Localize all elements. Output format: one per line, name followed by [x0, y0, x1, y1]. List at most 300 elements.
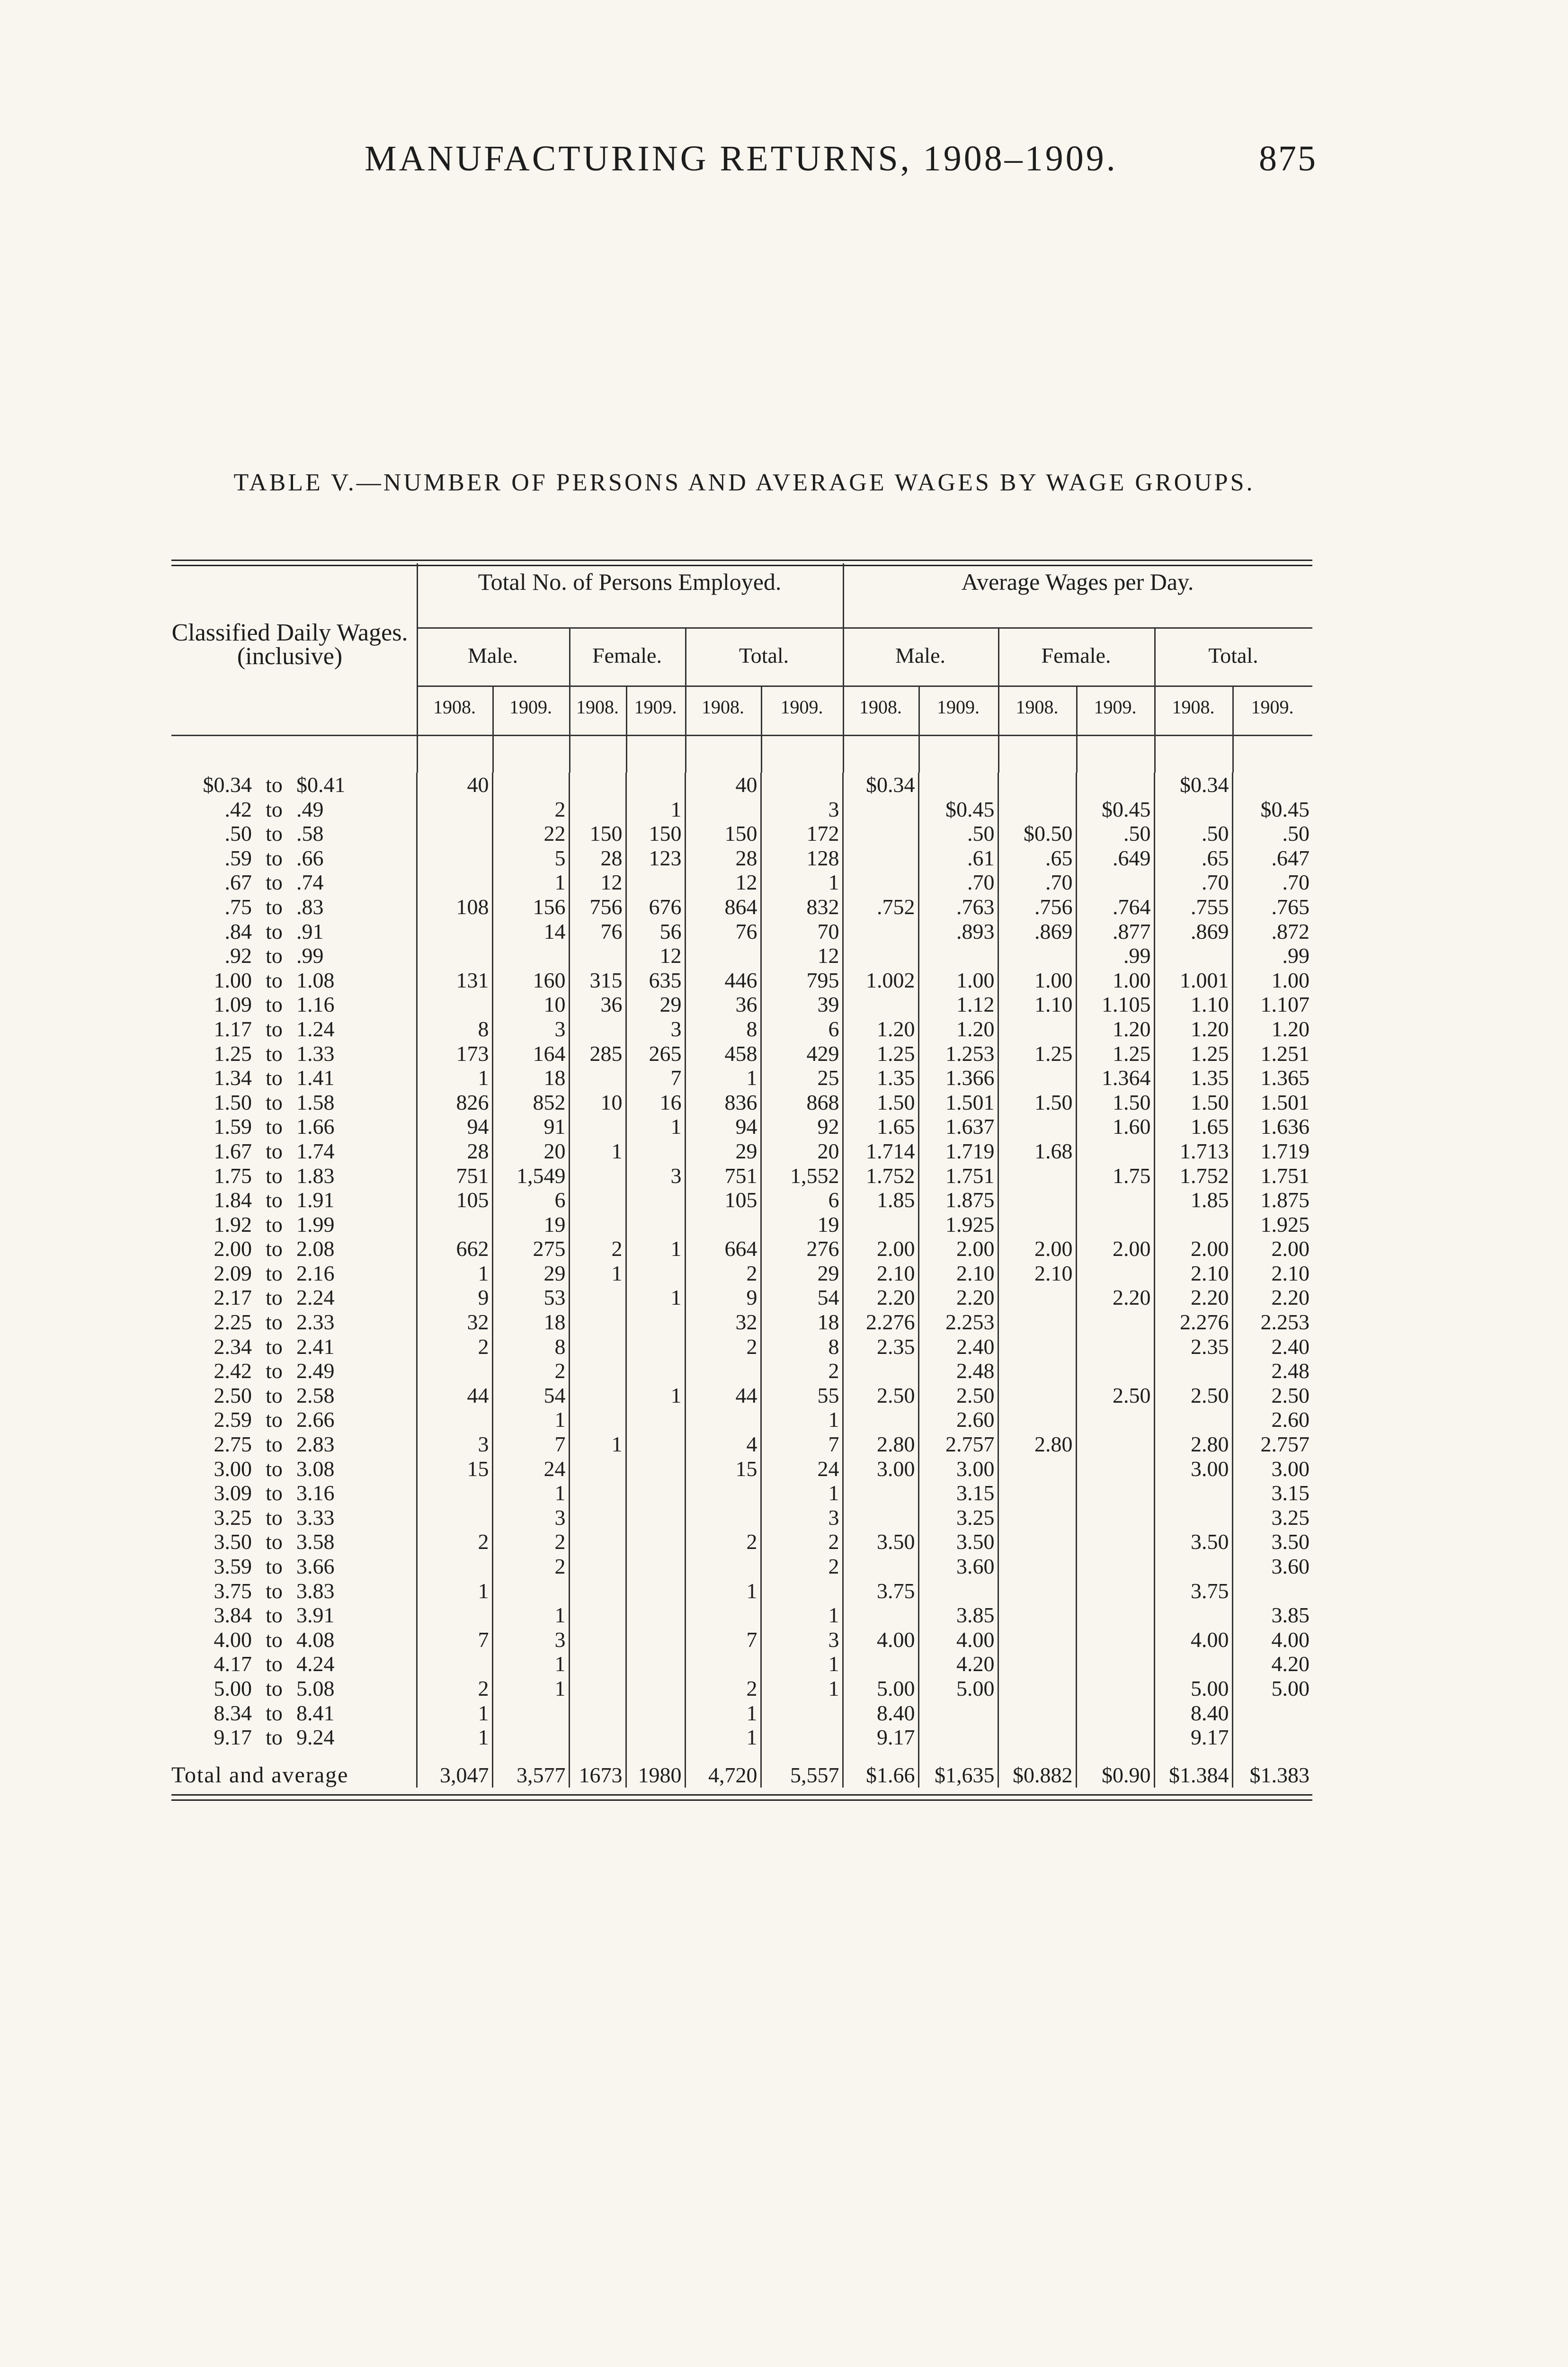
year-header: 1908.: [576, 696, 619, 718]
wage-range-to: to: [266, 1041, 283, 1066]
table-cell: [417, 797, 492, 822]
stub-header: Classified Daily Wages. (inclusive): [171, 619, 408, 670]
table-cell: [1076, 1407, 1154, 1432]
table-cell: 2.80: [998, 1432, 1076, 1457]
wage-range-high: 1.58: [296, 1090, 335, 1114]
wage-range-low: 1.00: [214, 968, 252, 992]
wage-range-high: 2.41: [296, 1334, 335, 1359]
table-cell: [685, 797, 761, 822]
header-bottom-rule: [171, 735, 1312, 736]
table-cell: 2: [761, 1554, 843, 1579]
table-cell: .65: [1154, 846, 1232, 871]
table-cell: [761, 1725, 843, 1750]
table-cell: 2: [685, 1261, 761, 1286]
table-cell: [417, 1359, 492, 1383]
table-cell: 3.50: [1232, 1530, 1312, 1554]
wage-range-low: 2.42: [214, 1359, 252, 1383]
table-cell: 2.757: [918, 1432, 998, 1457]
wage-range-high: 2.16: [296, 1261, 335, 1285]
table-body: [171, 773, 1312, 1788]
wage-groups-table: [171, 773, 1312, 1788]
table-cell: 1.925: [1232, 1212, 1312, 1237]
table-cell: [569, 1481, 626, 1505]
table-cell: 1.20: [843, 1017, 918, 1041]
table-cell: 662: [417, 1237, 492, 1261]
table-cell: [685, 1505, 761, 1530]
table-cell: 8: [417, 1017, 492, 1041]
table-cell: [1154, 797, 1232, 822]
table-cell: [417, 870, 492, 895]
wage-range-to: to: [266, 773, 283, 797]
table-cell: 29: [626, 992, 685, 1017]
wage-range-low: 3.09: [214, 1481, 252, 1505]
table-cell: .50: [1232, 821, 1312, 846]
table-cell: [626, 1676, 685, 1701]
table-cell: [1076, 1310, 1154, 1335]
wage-range-low: .67: [224, 870, 252, 895]
wage-range-to: to: [266, 1310, 283, 1335]
table-cell: 2.50: [1076, 1383, 1154, 1408]
wage-range-to: to: [266, 1188, 283, 1212]
table-cell: 3: [417, 1432, 492, 1457]
table-cell: 3: [492, 1017, 569, 1041]
table-cell: 12: [569, 870, 626, 895]
wage-range-high: 2.33: [296, 1310, 335, 1335]
table-cell: [998, 1505, 1076, 1530]
table-cell: [417, 1603, 492, 1628]
table-cell: 3: [492, 1505, 569, 1530]
table-cell: [1076, 1701, 1154, 1726]
wage-range-high: 2.66: [296, 1407, 335, 1432]
table-cell: [998, 1579, 1076, 1603]
table-cell: 20: [492, 1139, 569, 1164]
table-row: [171, 1114, 1312, 1139]
table-cell: [569, 1725, 626, 1750]
table-cell: 2.253: [1232, 1310, 1312, 1335]
table-cell: .869: [1154, 919, 1232, 944]
table-cell: [685, 1359, 761, 1383]
wage-range-cell: [171, 1237, 417, 1261]
wage-range-cell: [171, 919, 417, 944]
table-cell: 76: [685, 919, 761, 944]
table-cell: [626, 1457, 685, 1481]
table-cell: 446: [685, 968, 761, 993]
wage-range-high: 3.16: [296, 1481, 335, 1505]
table-cell: [761, 1701, 843, 1726]
table-cell: 29: [492, 1261, 569, 1286]
column-rule: [1154, 627, 1156, 773]
table-row: [171, 943, 1312, 968]
table-cell: 4: [685, 1432, 761, 1457]
table-cell: 5.00: [1232, 1676, 1312, 1701]
wage-range-cell: [171, 1530, 417, 1554]
table-cell: [626, 773, 685, 797]
table-cell: 164: [492, 1041, 569, 1066]
wage-range-cell: [171, 895, 417, 919]
table-cell: 25: [761, 1066, 843, 1090]
table-cell: 150: [685, 821, 761, 846]
table-cell: [417, 846, 492, 871]
table-cell: [569, 1407, 626, 1432]
table-cell: 1.875: [1232, 1188, 1312, 1212]
column-rule: [1076, 685, 1078, 773]
table-cell: .65: [998, 846, 1076, 871]
table-cell: 756: [569, 895, 626, 919]
table-cell: [417, 1407, 492, 1432]
group-header-persons: Total No. of Persons Employed.: [478, 569, 782, 595]
wage-range-low: 3.25: [214, 1505, 252, 1530]
table-cell: [626, 1652, 685, 1676]
table-cell: 315: [569, 968, 626, 993]
table-cell: 1.107: [1232, 992, 1312, 1017]
table-cell: 2: [569, 1237, 626, 1261]
table-cell: [998, 1603, 1076, 1628]
table-cell: 4.00: [1232, 1628, 1312, 1652]
wage-range-cell: [171, 1603, 417, 1628]
table-cell: 2.10: [1154, 1261, 1232, 1286]
table-cell: [1154, 943, 1232, 968]
table-cell: [843, 1652, 918, 1676]
table-cell: .872: [1232, 919, 1312, 944]
table-cell: 70: [761, 919, 843, 944]
table-cell: [998, 1652, 1076, 1676]
page-header: [365, 138, 1317, 186]
table-cell: 2.757: [1232, 1432, 1312, 1457]
table-cell: 1.713: [1154, 1139, 1232, 1164]
wage-range-low: 3.00: [214, 1456, 252, 1481]
table-cell: [998, 1310, 1076, 1335]
table-cell: 1.751: [918, 1164, 998, 1188]
wage-range-high: 2.58: [296, 1383, 335, 1407]
table-cell: 1.25: [843, 1041, 918, 1066]
table-cell: [626, 1432, 685, 1457]
table-cell: [1154, 1407, 1232, 1432]
table-cell: 1.12: [918, 992, 998, 1017]
table-cell: [685, 1407, 761, 1432]
wage-range-cell: [171, 1701, 417, 1726]
table-cell: 3.25: [918, 1505, 998, 1530]
table-cell: 826: [417, 1090, 492, 1115]
wage-range-low: 4.17: [214, 1652, 252, 1676]
table-cell: [569, 1603, 626, 1628]
column-rule: [569, 627, 570, 773]
wage-range-low: 2.50: [214, 1383, 252, 1407]
table-cell: 1.65: [1154, 1114, 1232, 1139]
table-row: [171, 1212, 1312, 1237]
table-cell: [417, 943, 492, 968]
table-cell: [417, 1481, 492, 1505]
table-cell: 40: [417, 773, 492, 797]
table-cell: [998, 1164, 1076, 1188]
table-cell: [843, 797, 918, 822]
table-cell: 3.85: [918, 1603, 998, 1628]
wage-range-high: 9.24: [296, 1725, 335, 1750]
table-row: [171, 1530, 1312, 1554]
table-cell: 676: [626, 895, 685, 919]
table-cell: 2: [761, 1359, 843, 1383]
table-cell: [626, 870, 685, 895]
wage-range-to: to: [266, 1285, 283, 1310]
table-row: [171, 1164, 1312, 1188]
table-cell: 1.25: [998, 1041, 1076, 1066]
table-cell: .756: [998, 895, 1076, 919]
total-cell: 4,720: [685, 1750, 761, 1788]
table-cell: [492, 1579, 569, 1603]
table-cell: [998, 1725, 1076, 1750]
table-cell: 1.366: [918, 1066, 998, 1090]
table-cell: 751: [417, 1164, 492, 1188]
wage-range-high: 5.08: [296, 1676, 335, 1700]
wage-range-cell: [171, 1310, 417, 1335]
wage-range-low: 1.75: [214, 1163, 252, 1188]
table-cell: .70: [918, 870, 998, 895]
wage-range-cell: [171, 1139, 417, 1164]
table-cell: [417, 1652, 492, 1676]
table-top-rule: [171, 560, 1312, 566]
wage-range-to: to: [266, 1163, 283, 1188]
table-cell: 3.75: [843, 1579, 918, 1603]
table-cell: 2: [685, 1335, 761, 1359]
table-cell: 15: [417, 1457, 492, 1481]
table-cell: 1.00: [1076, 968, 1154, 993]
wage-range-cell: [171, 870, 417, 895]
table-cell: [1154, 1359, 1232, 1383]
table-cell: .61: [918, 846, 998, 871]
table-cell: [998, 1407, 1076, 1432]
table-row: [171, 1652, 1312, 1676]
wage-range-high: 3.33: [296, 1505, 335, 1530]
table-cell: 44: [685, 1383, 761, 1408]
table-cell: 1.50: [1154, 1090, 1232, 1115]
table-row: [171, 1285, 1312, 1310]
table-cell: 2: [492, 1359, 569, 1383]
table-cell: [569, 1701, 626, 1726]
table-cell: 94: [417, 1114, 492, 1139]
table-cell: [918, 1725, 998, 1750]
table-cell: 29: [685, 1139, 761, 1164]
table-cell: [998, 1701, 1076, 1726]
table-cell: [998, 1212, 1076, 1237]
wage-range-low: 3.59: [214, 1554, 252, 1578]
table-cell: 1.20: [1076, 1017, 1154, 1041]
wage-range-to: to: [266, 1456, 283, 1481]
wage-range-to: to: [266, 1676, 283, 1700]
wage-range-cell: [171, 1114, 417, 1139]
table-cell: 12: [761, 943, 843, 968]
table-cell: 36: [685, 992, 761, 1017]
table-cell: 2.35: [1154, 1335, 1232, 1359]
table-cell: 2: [417, 1530, 492, 1554]
table-cell: 1.10: [1154, 992, 1232, 1017]
table-cell: [998, 1114, 1076, 1139]
table-cell: [1076, 1261, 1154, 1286]
table-cell: 1: [569, 1432, 626, 1457]
table-cell: .764: [1076, 895, 1154, 919]
wage-range-to: to: [266, 894, 283, 919]
table-cell: 2.50: [1232, 1383, 1312, 1408]
table-cell: 1.50: [1076, 1090, 1154, 1115]
wage-range-to: to: [266, 1237, 283, 1261]
table-cell: 1.35: [1154, 1066, 1232, 1090]
table-cell: 28: [417, 1139, 492, 1164]
table-cell: [1076, 1432, 1154, 1457]
table-cell: [998, 797, 1076, 822]
table-cell: [417, 919, 492, 944]
table-cell: 2.00: [1154, 1237, 1232, 1261]
table-row: [171, 1017, 1312, 1041]
table-cell: 3: [626, 1017, 685, 1041]
table-cell: 1: [492, 870, 569, 895]
wage-range-to: to: [266, 1212, 283, 1237]
table-cell: 1: [492, 1676, 569, 1701]
table-cell: 6: [761, 1017, 843, 1041]
table-cell: [1076, 1628, 1154, 1652]
table-cell: $0.45: [918, 797, 998, 822]
table-cell: .99: [1232, 943, 1312, 968]
total-cell: 5,557: [761, 1750, 843, 1788]
table-cell: 3.75: [1154, 1579, 1232, 1603]
table-cell: 832: [761, 895, 843, 919]
table-cell: 1: [761, 1652, 843, 1676]
table-cell: .99: [1076, 943, 1154, 968]
table-cell: 3.60: [1232, 1554, 1312, 1579]
table-cell: [1232, 1701, 1312, 1726]
table-row: [171, 1457, 1312, 1481]
table-cell: [843, 870, 918, 895]
table-cell: 19: [761, 1212, 843, 1237]
wage-range-high: .83: [296, 894, 324, 919]
wage-range-high: 2.49: [296, 1359, 335, 1383]
wage-range-cell: [171, 1554, 417, 1579]
table-cell: 2.10: [918, 1261, 998, 1286]
table-cell: 1.719: [918, 1139, 998, 1164]
wage-range-high: 1.99: [296, 1212, 335, 1237]
table-cell: 1: [685, 1725, 761, 1750]
wage-range-to: to: [266, 1066, 283, 1090]
wage-range-cell: [171, 1090, 417, 1115]
table-cell: 5.00: [1154, 1676, 1232, 1701]
table-cell: [569, 943, 626, 968]
table-cell: [998, 1017, 1076, 1041]
table-cell: 8.40: [843, 1701, 918, 1726]
total-label: Total and average: [171, 1762, 349, 1788]
table-cell: 2.00: [1232, 1237, 1312, 1261]
table-cell: 1: [417, 1579, 492, 1603]
table-cell: 458: [685, 1041, 761, 1066]
table-cell: 1.752: [1154, 1164, 1232, 1188]
table-cell: 15: [685, 1457, 761, 1481]
table-cell: 2: [492, 1530, 569, 1554]
table-row: [171, 1676, 1312, 1701]
table-cell: 44: [417, 1383, 492, 1408]
table-cell: 2.50: [918, 1383, 998, 1408]
wage-range-low: .84: [224, 919, 252, 943]
running-title: MANUFACTURING RETURNS, 1908–1909.: [365, 139, 1118, 178]
table-cell: .869: [998, 919, 1076, 944]
year-header: 1909.: [634, 696, 677, 718]
wage-range-cell: [171, 1066, 417, 1090]
table-cell: 2: [685, 1530, 761, 1554]
table-cell: [626, 1139, 685, 1164]
table-cell: [998, 1554, 1076, 1579]
wage-range-cell: [171, 1285, 417, 1310]
table-cell: [569, 1383, 626, 1408]
table-cell: 1.253: [918, 1041, 998, 1066]
table-cell: [843, 1554, 918, 1579]
table-cell: 2.60: [918, 1407, 998, 1432]
table-cell: 131: [417, 968, 492, 993]
table-row: [171, 1603, 1312, 1628]
table-row: [171, 1188, 1312, 1212]
wage-range-low: 2.59: [214, 1407, 252, 1432]
total-cell: $1.66: [843, 1750, 918, 1788]
table-cell: [685, 1212, 761, 1237]
table-cell: [843, 846, 918, 871]
table-cell: 18: [492, 1310, 569, 1335]
wage-range-to: to: [266, 1383, 283, 1407]
table-cell: 14: [492, 919, 569, 944]
wage-range-low: 2.09: [214, 1261, 252, 1285]
wage-range-high: .49: [296, 797, 324, 821]
table-cell: 12: [626, 943, 685, 968]
table-cell: 9: [685, 1285, 761, 1310]
table-cell: 92: [761, 1114, 843, 1139]
table-cell: 55: [761, 1383, 843, 1408]
table-cell: 265: [626, 1041, 685, 1066]
table-cell: .70: [1232, 870, 1312, 895]
wage-range-cell: [171, 1676, 417, 1701]
table-cell: $0.34: [843, 773, 918, 797]
table-cell: [569, 1628, 626, 1652]
table-cell: [998, 1383, 1076, 1408]
wage-range-high: .66: [296, 845, 324, 870]
wage-range-high: .58: [296, 821, 324, 846]
wage-range-low: 1.92: [214, 1212, 252, 1237]
wage-range-low: 9.17: [214, 1725, 252, 1750]
table-cell: [1076, 1481, 1154, 1505]
table-cell: 2.20: [843, 1285, 918, 1310]
table-cell: 54: [761, 1285, 843, 1310]
wage-range-high: .74: [296, 870, 324, 895]
table-cell: [626, 1212, 685, 1237]
subheader-wages-female: Female.: [1041, 643, 1111, 667]
table-cell: 2.00: [998, 1237, 1076, 1261]
table-cell: .70: [998, 870, 1076, 895]
table-row: [171, 1725, 1312, 1750]
table-cell: [685, 1554, 761, 1579]
wage-range-to: to: [266, 797, 283, 821]
table-cell: 2.50: [843, 1383, 918, 1408]
table-cell: 3: [761, 1628, 843, 1652]
column-rule: [492, 685, 494, 773]
table-bottom-rule: [171, 1794, 1312, 1801]
table-cell: [417, 1554, 492, 1579]
table-row: [171, 1628, 1312, 1652]
wage-range-low: .50: [224, 821, 252, 846]
table-cell: 1.105: [1076, 992, 1154, 1017]
table-cell: 7: [761, 1432, 843, 1457]
table-cell: 22: [492, 821, 569, 846]
table-cell: [1154, 1481, 1232, 1505]
table-cell: .765: [1232, 895, 1312, 919]
table-cell: [569, 773, 626, 797]
table-cell: 1.719: [1232, 1139, 1312, 1164]
table-cell: 9.17: [843, 1725, 918, 1750]
table-row: [171, 1310, 1312, 1335]
table-cell: 54: [492, 1383, 569, 1408]
wage-range-high: 1.83: [296, 1163, 335, 1188]
table-cell: [1076, 1139, 1154, 1164]
